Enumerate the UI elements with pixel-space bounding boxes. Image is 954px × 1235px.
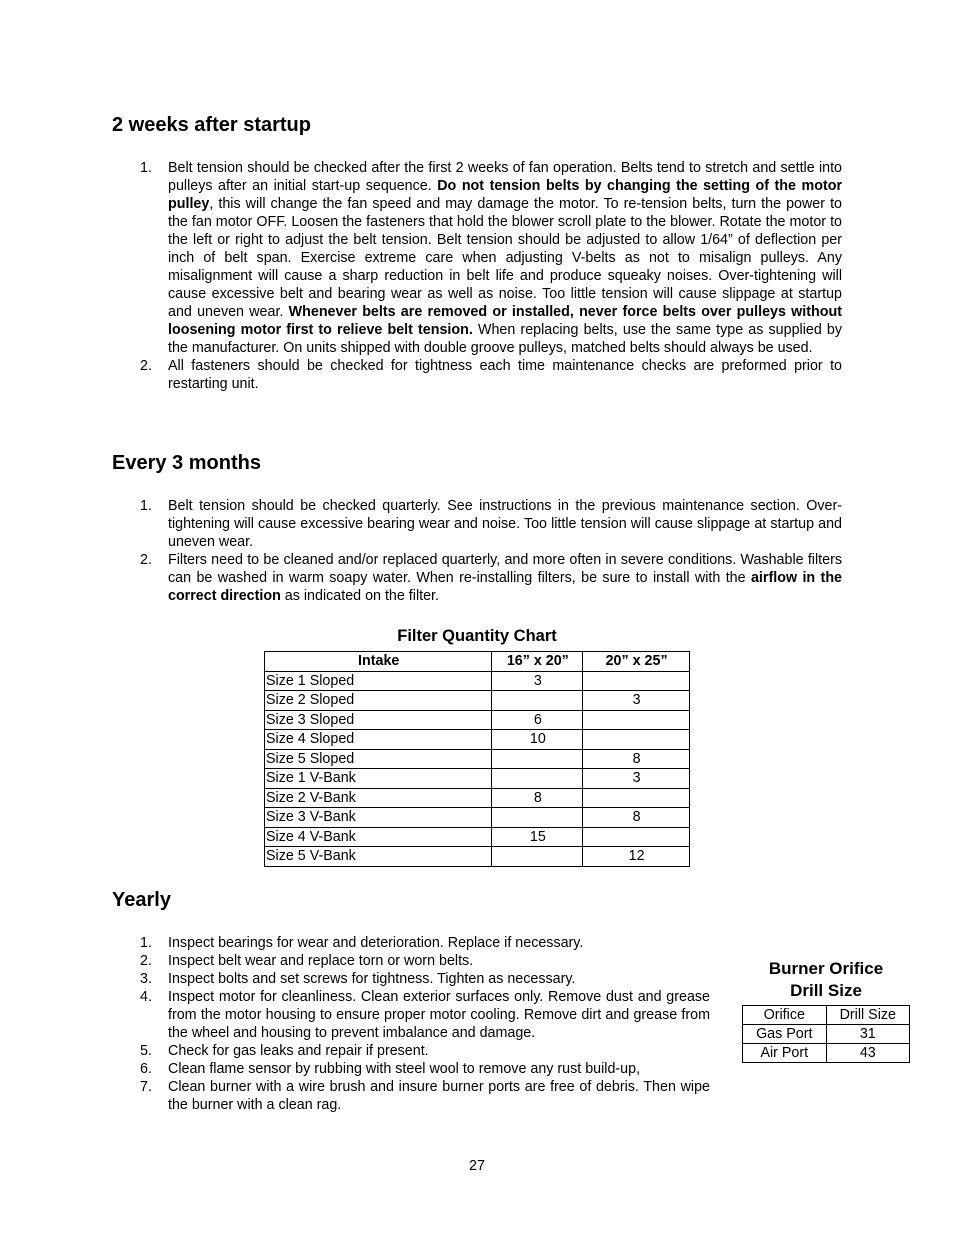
filter-table-header-row xyxy=(265,652,690,672)
list-item-text: Clean burner with a wire brush and insure burner ports are free of debris. Then wipe the burner with a clean rag. xyxy=(168,1079,710,1113)
intake-cell: Size 2 V-Bank xyxy=(265,788,492,808)
list-item-text: Inspect bearings for wear and deterioration. Replace if necessary. xyxy=(168,935,584,951)
quarterly-maintenance-list xyxy=(140,497,842,605)
column-header-16x20: 16” x 20” xyxy=(492,652,583,672)
list-item-bold-text: airflow in the correct direction xyxy=(168,570,842,604)
table-row xyxy=(265,671,690,691)
list-item-number: 1. xyxy=(140,160,152,176)
column-header-drill-size: Drill Size xyxy=(826,1006,909,1025)
filter-chart-title: Filter Quantity Chart xyxy=(397,627,557,645)
heading-every-3-months: Every 3 months xyxy=(112,452,261,474)
orifice-title-line2: Drill Size xyxy=(790,981,862,1000)
filter-quantity-table xyxy=(264,651,690,867)
qty-16x20-cell: 15 xyxy=(492,827,583,847)
intake-cell: Size 3 V-Bank xyxy=(265,808,492,828)
table-row xyxy=(743,1044,910,1063)
qty-16x20-cell: 6 xyxy=(492,710,583,730)
list-item-text: , this will change the fan speed and may damage the motor. To re-tension belts, turn the power to the fan motor OFF. Loosen the fasteners that hold the blower scroll plate to the blower. Rotate the motor to the left or right to adjust the belt tension. Belt tension should be adjusted to allow 1/64” of deflection per inch of belt span. Exercise extreme care when adjusting V-belts as not to misalign pulleys. Any misalignment will cause a sharp reduction in belt life and produce squeaky noises. Over-tightening will cause excessive belt and bearing wear as well as noise. Too little tension will cause slippage at startup and uneven wear. xyxy=(168,196,842,320)
qty-20x25-cell xyxy=(583,671,690,691)
heading-yearly: Yearly xyxy=(112,889,171,911)
intake-cell: Size 2 Sloped xyxy=(265,691,492,711)
list-item-text: as indicated on the filter. xyxy=(280,588,439,604)
list-item-number: 1. xyxy=(140,935,152,951)
orifice-cell: Gas Port xyxy=(743,1025,827,1044)
list-item-text: Belt tension should be checked quarterly. See instructions in the previous maintenance section. Over-tightening will cause excessive bearing wear and noise. Too little tension will cause slippage at startup and uneven wear. xyxy=(168,498,842,550)
qty-16x20-cell xyxy=(492,847,583,867)
list-item xyxy=(140,1042,710,1060)
qty-16x20-cell xyxy=(492,749,583,769)
table-row xyxy=(265,808,690,828)
list-item-text: Inspect belt wear and replace torn or worn belts. xyxy=(168,953,474,969)
list-item-bold-text: Whenever belts are removed or installed, never force belts over pulleys without loosening motor first to relieve belt tension. xyxy=(168,304,842,338)
table-row xyxy=(265,749,690,769)
list-item-number: 4. xyxy=(140,989,152,1005)
orifice-title-line1: Burner Orifice xyxy=(768,959,884,978)
qty-20x25-cell xyxy=(583,730,690,750)
list-item xyxy=(140,1060,710,1078)
list-item xyxy=(140,988,710,1042)
qty-20x25-cell xyxy=(583,827,690,847)
column-header-20x25: 20” x 25” xyxy=(583,652,690,672)
orifice-table-header-row xyxy=(743,1006,910,1025)
qty-16x20-cell: 10 xyxy=(492,730,583,750)
list-item-text: Filters need to be cleaned and/or replaced quarterly, and more often in severe conditions. Washable filters can be washed in warm soapy water. When re-installing filters, be sure to install with the xyxy=(168,552,842,586)
table-row xyxy=(265,730,690,750)
intake-cell: Size 4 Sloped xyxy=(265,730,492,750)
qty-20x25-cell: 8 xyxy=(583,808,690,828)
table-row xyxy=(265,691,690,711)
orifice-chart-title xyxy=(742,958,910,1002)
table-row xyxy=(265,847,690,867)
qty-20x25-cell: 8 xyxy=(583,749,690,769)
list-item-text: Clean flame sensor by rubbing with steel wool to remove any rust build-up, xyxy=(168,1061,641,1077)
list-item xyxy=(140,497,842,551)
list-item-number: 3. xyxy=(140,971,152,987)
orifice-cell: Air Port xyxy=(743,1044,827,1063)
list-item-number: 2. xyxy=(140,358,152,374)
column-header-orifice: Orifice xyxy=(743,1006,827,1025)
qty-16x20-cell: 8 xyxy=(492,788,583,808)
list-item-text: Check for gas leaks and repair if present. xyxy=(168,1043,429,1059)
drill-size-cell: 31 xyxy=(826,1025,909,1044)
list-item-number: 5. xyxy=(140,1043,152,1059)
burner-orifice-table xyxy=(742,1005,910,1063)
table-row xyxy=(265,827,690,847)
table-row xyxy=(265,769,690,789)
table-row xyxy=(265,788,690,808)
heading-2-weeks-after-startup: 2 weeks after startup xyxy=(112,114,311,136)
yearly-maintenance-list xyxy=(140,934,710,1114)
drill-size-cell: 43 xyxy=(826,1044,909,1063)
intake-cell: Size 4 V-Bank xyxy=(265,827,492,847)
intake-cell: Size 1 V-Bank xyxy=(265,769,492,789)
table-row xyxy=(265,710,690,730)
list-item-bold-text: Do not tension belts by changing the setting of the motor pulley xyxy=(168,178,843,212)
list-item-text: Inspect bolts and set screws for tightness. Tighten as necessary. xyxy=(168,971,576,987)
list-item-number: 2. xyxy=(140,552,152,568)
list-item-number: 2. xyxy=(140,953,152,969)
list-item xyxy=(140,952,710,970)
list-item xyxy=(140,357,842,393)
list-item-number: 1. xyxy=(140,498,152,514)
list-item xyxy=(140,934,710,952)
page-number: 27 xyxy=(469,1158,485,1174)
list-item-text: Belt tension should be checked after the first 2 weeks of fan operation. Belts tend to stretch and settle into pulleys after an initial start-up sequence. xyxy=(168,160,842,194)
qty-20x25-cell xyxy=(583,788,690,808)
intake-cell: Size 1 Sloped xyxy=(265,671,492,691)
list-item xyxy=(140,551,842,605)
qty-20x25-cell: 3 xyxy=(583,691,690,711)
list-item xyxy=(140,970,710,988)
column-header-intake: Intake xyxy=(265,652,492,672)
list-item-number: 6. xyxy=(140,1061,152,1077)
intake-cell: Size 5 Sloped xyxy=(265,749,492,769)
qty-20x25-cell xyxy=(583,710,690,730)
list-item-number: 7. xyxy=(140,1079,152,1095)
intake-cell: Size 3 Sloped xyxy=(265,710,492,730)
startup-maintenance-list xyxy=(140,159,842,393)
qty-20x25-cell: 3 xyxy=(583,769,690,789)
list-item-text: All fasteners should be checked for tightness each time maintenance checks are preformed prior to restarting unit. xyxy=(168,358,842,392)
list-item xyxy=(140,159,842,357)
list-item-text: Inspect motor for cleanliness. Clean exterior surfaces only. Remove dust and grease from the motor housing to ensure proper motor cooling. Remove dirt and grease from the wheel and housing to prevent imbalance and damage. xyxy=(168,989,710,1041)
table-row xyxy=(743,1025,910,1044)
list-item-text: When replacing belts, use the same type as supplied by the manufacturer. On units shipped with double groove pulleys, matched belts should always be used. xyxy=(168,322,843,356)
qty-16x20-cell xyxy=(492,808,583,828)
qty-16x20-cell xyxy=(492,691,583,711)
qty-16x20-cell: 3 xyxy=(492,671,583,691)
intake-cell: Size 5 V-Bank xyxy=(265,847,492,867)
qty-16x20-cell xyxy=(492,769,583,789)
qty-20x25-cell: 12 xyxy=(583,847,690,867)
list-item xyxy=(140,1078,710,1114)
